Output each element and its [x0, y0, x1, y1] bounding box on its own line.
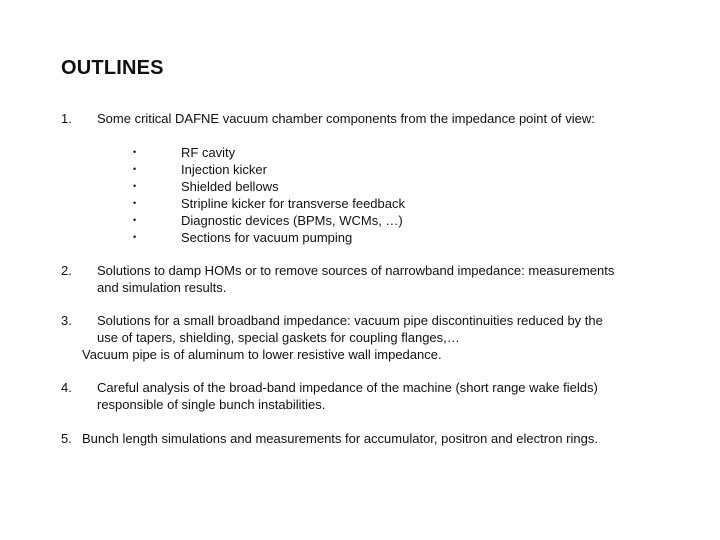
item-3-line-1: Solutions for a small broadband impedance: vacuum pipe discontinuities reduced by the — [97, 313, 603, 328]
bullet-icon: • — [133, 164, 137, 174]
bullet-diagnostic-devices: Diagnostic devices (BPMs, WCMs, …) — [181, 213, 403, 228]
item-3-number: 3. — [61, 313, 72, 328]
bullet-stripline-kicker: Stripline kicker for transverse feedback — [181, 196, 405, 211]
bullet-vacuum-pumping: Sections for vacuum pumping — [181, 230, 353, 245]
bullet-icon: • — [133, 181, 137, 191]
item-2-line-1: Solutions to damp HOMs or to remove sources of narrowband impedance: measurements — [97, 263, 615, 278]
item-4-line-1: Careful analysis of the broad-band impedance of the machine (short range wake fields) — [97, 380, 598, 395]
bullet-icon: • — [133, 215, 137, 225]
bullet-icon: • — [133, 147, 137, 157]
item-1-text: Some critical DAFNE vacuum chamber components from the impedance point of view: — [97, 111, 595, 126]
item-5-line-1: Bunch length simulations and measurements for accumulator, positron and electron rings. — [82, 431, 598, 446]
item-4-line-2: responsible of single bunch instabilities. — [97, 397, 326, 412]
item-1-number: 1. — [61, 111, 72, 126]
bullet-rf-cavity: RF cavity — [181, 145, 236, 160]
bullet-shielded-bellows: Shielded bellows — [181, 179, 279, 194]
item-2-line-2: and simulation results. — [97, 280, 227, 295]
bullet-icon: • — [133, 232, 137, 242]
page-title: OUTLINES — [61, 57, 164, 79]
item-5-number: 5. — [61, 431, 72, 446]
item-4-number: 4. — [61, 380, 72, 395]
bullet-injection-kicker: Injection kicker — [181, 162, 267, 177]
bullet-icon: • — [133, 198, 137, 208]
item-2-number: 2. — [61, 263, 72, 278]
item-3-line-3: Vacuum pipe is of aluminum to lower resistive wall impedance. — [82, 347, 442, 362]
item-3-line-2: use of tapers, shielding, special gaskets for coupling flanges,… — [97, 330, 460, 345]
